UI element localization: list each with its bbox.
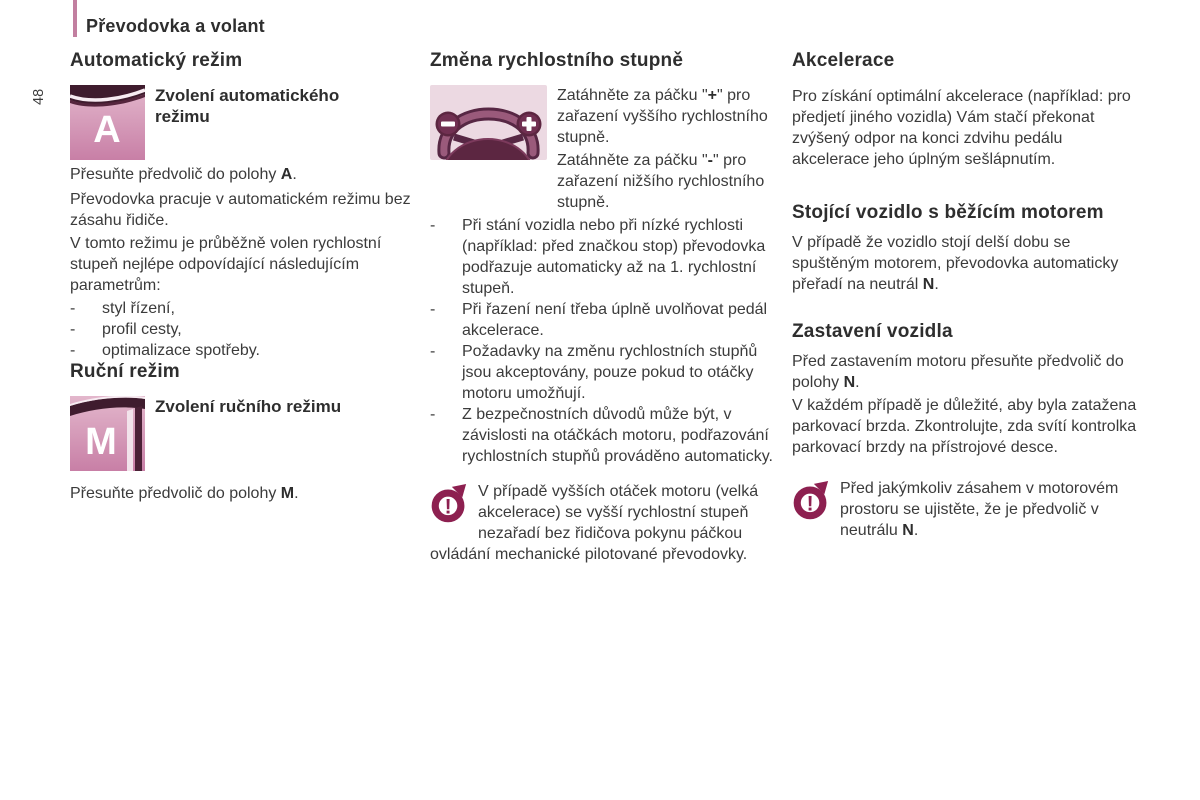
auto-criteria-list [70, 298, 420, 361]
list-item: - styl řízení, [70, 300, 175, 317]
para-idle-vehicle: V případě že vozidlo stojí delší dobu se spuštěným motorem, převodovka automaticky přeřadí na neutrál N. [792, 234, 1119, 293]
warning-text: Před jakýmkoliv zásahem v motorovém prostoru se ujistěte, že je předvolič v neutrálu N. [840, 480, 1119, 539]
subheading-manual-select: Zvolení ručního režimu [155, 397, 342, 416]
svg-text:A: A [93, 109, 121, 151]
steering-wheel-paddles-image [430, 85, 547, 160]
subheading-auto-select: Zvolení automatického režimu [155, 86, 340, 126]
list-item: - Při stání vozidla nebo při nízké rychlosti (například: před značkou stop) převodovka podřazuje automaticky až na 1. rychlostní stupeň. [430, 217, 766, 297]
heading-automatic-mode: Automatický režim [70, 50, 243, 71]
page-title: Převodovka a volant [86, 16, 265, 36]
para-auto-1: Převodovka pracuje v automatickém režimu bez zásahu řidiče. [70, 191, 411, 229]
para-move-to-m: Přesuňte předvolič do polohy M. [70, 485, 299, 502]
svg-text:M: M [85, 421, 117, 463]
svg-text:!: ! [444, 495, 452, 519]
warning-note-neutral [792, 478, 1142, 541]
list-item: - Při řazení není třeba úplně uvolňovat pedál akcelerace. [430, 301, 768, 339]
para-auto-2: V tomto režimu je průběžně volen rychlostní stupeň nejlépe odpovídající následujícím parametrům: [70, 235, 382, 294]
list-item: - Z bezpečnostních důvodů může být, v závislosti na otáčkách motoru, podřazování rychlostních stupňů prováděno automaticky. [430, 406, 773, 465]
para-paddle-plus: Zatáhněte za páčku "+" pro zařazení vyššího rychlostního stupně. [557, 87, 768, 146]
column-acceleration [792, 50, 1142, 541]
heading-manual-mode: Ruční režim [70, 361, 180, 382]
paddle-instructions [547, 85, 780, 213]
list-item: - optimalizace spotřeby. [70, 342, 260, 359]
manual-mode-row [70, 396, 420, 471]
svg-text:!: ! [806, 492, 814, 516]
heading-idle-vehicle: Stojící vozidlo s běžícím motorem [792, 202, 1104, 223]
list-item: - Požadavky na změnu rychlostních stupňů jsou akceptovány, pouze pokud to otáčky motoru umožňují. [430, 343, 758, 402]
column-gear-change [430, 50, 780, 565]
para-stopping-2: V každém případě je důležité, aby byla zatažena parkovací brzda. Zkontrolujte, zda svítí kontrolka parkovací brzdy na přístrojové desce. [792, 397, 1137, 456]
warning-text: V případě vyšších otáček motoru (velká akcelerace) se vyšší rychlostní stupeň nezařadí bez řidičova pokynu páčkou ovládání mechanické pilotované převodovky. [430, 483, 759, 563]
column-automatic-mode [70, 50, 420, 504]
page-number: 48 [31, 88, 47, 105]
auto-mode-selector-icon [70, 85, 145, 160]
para-paddle-minus: Zatáhněte za páčku "-" pro zařazení nižšího rychlostního stupně. [557, 152, 765, 211]
auto-mode-row [70, 85, 420, 160]
heading-acceleration: Akcelerace [792, 50, 895, 71]
para-move-to-a: Přesuňte předvolič do polohy A. [70, 166, 297, 183]
heading-stopping: Zastavení vozidla [792, 321, 953, 342]
warning-icon [792, 480, 830, 522]
manual-mode-selector-icon [70, 396, 145, 471]
warning-icon [430, 483, 468, 525]
warning-note-gear [430, 481, 780, 565]
para-stopping-1: Před zastavením motoru přesuňte předvolič do polohy N. [792, 353, 1124, 391]
heading-gear-change: Změna rychlostního stupně [430, 50, 684, 71]
gear-change-list [430, 215, 780, 467]
list-item: - profil cesty, [70, 321, 182, 338]
accent-bar [73, 0, 77, 37]
paddle-row [430, 85, 780, 213]
para-acceleration: Pro získání optimální akcelerace (například: pro předjetí jiného vozidla) Vám stačí překonat zvýšený odpor na konci zdvihu pedálu akcelerace jeho úplným sešlápnutím. [792, 88, 1131, 168]
